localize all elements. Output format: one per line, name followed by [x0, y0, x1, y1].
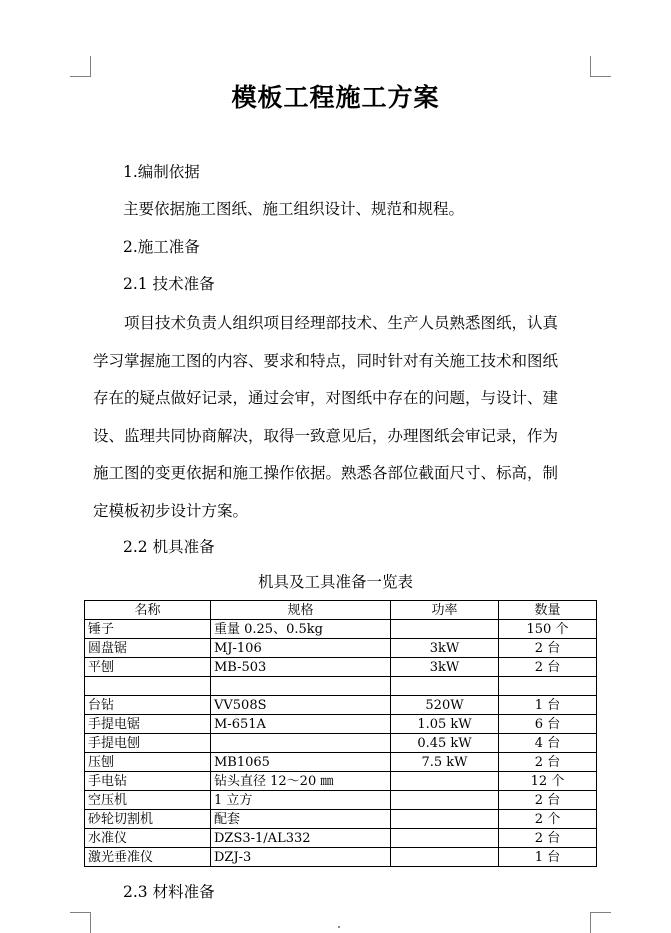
cell-power	[391, 772, 499, 791]
page-corner-mark-bottom-right	[590, 912, 611, 933]
cell-power	[391, 677, 499, 696]
table-row	[85, 810, 597, 829]
cell-quantity: 2 台	[499, 658, 597, 677]
table-row	[85, 772, 597, 791]
document-title: 模板工程施工方案	[231, 83, 440, 112]
footer-dot	[338, 926, 340, 928]
cell-power: 520W	[391, 696, 499, 715]
cell-power	[391, 848, 499, 867]
table-row	[85, 734, 597, 753]
cell-quantity	[499, 677, 597, 696]
header-name: 名称	[85, 601, 211, 620]
page-corner-mark-top-left	[70, 56, 91, 77]
cell-spec: 1 立方	[211, 791, 391, 810]
cell-spec: VV508S	[211, 696, 391, 715]
table-row	[85, 791, 597, 810]
cell-power: 3kW	[391, 639, 499, 658]
table-row	[85, 620, 597, 639]
cell-name: 砂轮切割机	[85, 810, 211, 829]
table-title: 机具及工具准备一览表	[257, 573, 413, 591]
cell-quantity: 2 台	[499, 639, 597, 658]
cell-name: 台钻	[85, 696, 211, 715]
cell-power: 0.45 kW	[391, 734, 499, 753]
table-row	[85, 829, 597, 848]
header-spec: 规格	[211, 601, 391, 620]
cell-name: 手电钻	[85, 772, 211, 791]
cell-name: 平刨	[85, 658, 211, 677]
cell-name: 空压机	[85, 791, 211, 810]
table-row	[85, 658, 597, 677]
equipment-table	[84, 600, 597, 867]
cell-quantity: 2 台	[499, 829, 597, 848]
paragraph-line: 施工图的变更依据和施工操作依据。熟悉各部位截面尺寸、标高，制	[93, 464, 559, 483]
page-corner-mark-bottom-left	[70, 912, 91, 933]
cell-spec: M-651A	[211, 715, 391, 734]
cell-spec: MB1065	[211, 753, 391, 772]
cell-spec: DZJ-3	[211, 848, 391, 867]
section-heading-2: 2.施工准备	[123, 238, 200, 256]
section-heading-2-3: 2.3 材料准备	[123, 883, 215, 901]
cell-power	[391, 810, 499, 829]
cell-quantity: 2 台	[499, 753, 597, 772]
table-row	[85, 696, 597, 715]
cell-power	[391, 829, 499, 848]
cell-quantity: 12 个	[499, 772, 597, 791]
table-row	[85, 715, 597, 734]
cell-spec: MB-503	[211, 658, 391, 677]
table-row	[85, 677, 597, 696]
cell-name: 压刨	[85, 753, 211, 772]
table-body	[85, 620, 597, 867]
cell-name: 手提电刨	[85, 734, 211, 753]
cell-power: 3kW	[391, 658, 499, 677]
table-header-row	[85, 601, 597, 620]
cell-spec: 重量 0.25、0.5kg	[211, 620, 391, 639]
paragraph-line: 定模板初步设计方案。	[93, 501, 249, 520]
cell-spec: MJ-106	[211, 639, 391, 658]
cell-name: 激光垂准仪	[85, 848, 211, 867]
cell-quantity: 1 台	[499, 848, 597, 867]
cell-power: 1.05 kW	[391, 715, 499, 734]
cell-quantity: 150 个	[499, 620, 597, 639]
section-heading-1: 1.编制依据	[123, 163, 200, 181]
cell-quantity: 6 台	[499, 715, 597, 734]
cell-quantity: 1 台	[499, 696, 597, 715]
paragraph-line: 学习掌握施工图的内容、要求和特点，同时针对有关施工技术和图纸	[93, 351, 559, 370]
section-heading-2-2: 2.2 机具准备	[123, 538, 215, 556]
header-power: 功率	[391, 601, 499, 620]
cell-name: 手提电锯	[85, 715, 211, 734]
cell-quantity: 2 台	[499, 791, 597, 810]
cell-power	[391, 620, 499, 639]
table-row	[85, 848, 597, 867]
section-2-1-paragraph	[93, 305, 593, 531]
page-corner-mark-top-right	[590, 56, 611, 77]
cell-name	[85, 677, 211, 696]
paragraph-line: 设、监理共同协商解决，取得一致意见后，办理图纸会审记录，作为	[93, 426, 559, 445]
table-row	[85, 753, 597, 772]
paragraph-line: 存在的疑点做好记录，通过会审，对图纸中存在的问题，与设计、建	[93, 389, 559, 408]
cell-spec	[211, 677, 391, 696]
cell-spec: DZS3-1/AL332	[211, 829, 391, 848]
cell-spec: 配套	[211, 810, 391, 829]
header-quantity: 数量	[499, 601, 597, 620]
cell-name: 圆盘锯	[85, 639, 211, 658]
cell-power: 7.5 kW	[391, 753, 499, 772]
cell-quantity: 4 台	[499, 734, 597, 753]
section-1-text: 主要依据施工图纸、施工组织设计、规范和规程。	[123, 200, 465, 218]
paragraph-line: 项目技术负责人组织项目经理部技术、生产人员熟悉图纸，认真	[124, 314, 559, 332]
section-heading-2-1: 2.1 技术准备	[123, 275, 215, 293]
cell-quantity: 2 个	[499, 810, 597, 829]
cell-spec	[211, 734, 391, 753]
cell-name: 锤子	[85, 620, 211, 639]
cell-spec: 钻头直径 12～20 ㎜	[211, 772, 391, 791]
table-row	[85, 639, 597, 658]
cell-power	[391, 791, 499, 810]
cell-name: 水准仪	[85, 829, 211, 848]
